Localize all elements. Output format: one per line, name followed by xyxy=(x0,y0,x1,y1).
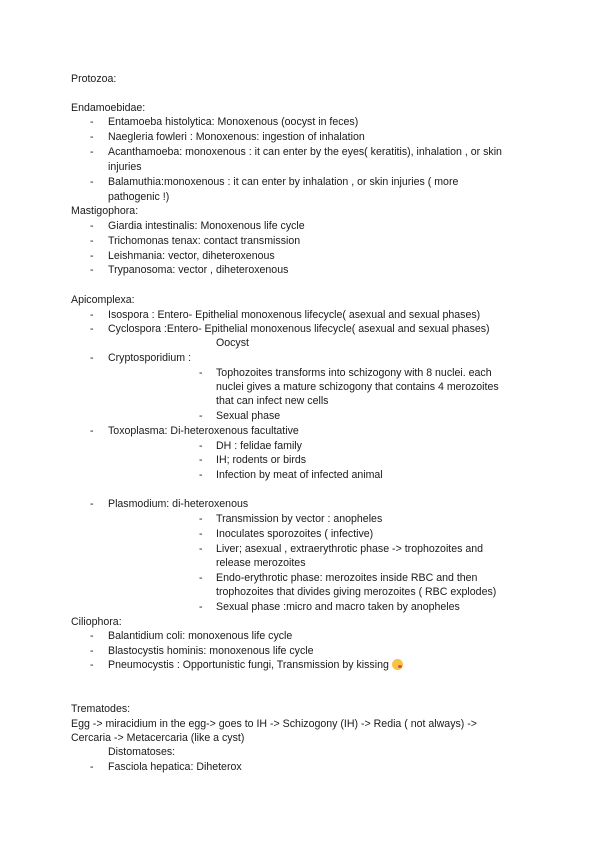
bullet-dash: - xyxy=(90,630,94,642)
list-item: Toxoplasma: Di-heteroxenous facultative xyxy=(108,425,299,437)
bullet-dash: - xyxy=(199,440,203,452)
bullet-dash: - xyxy=(90,146,94,158)
bullet-dash: - xyxy=(199,543,203,555)
bullet-dash: - xyxy=(90,176,94,188)
sub-item-continuation: trophozoites that divides giving merozoites ( RBC explodes) xyxy=(216,586,497,598)
endamoebidae-heading: Endamoebidae: xyxy=(71,102,146,114)
list-item: Leishmania: vector, diheteroxenous xyxy=(108,250,275,262)
list-item-continuation: pathogenic !) xyxy=(108,191,170,203)
bullet-dash: - xyxy=(90,352,94,364)
kissing-face-icon xyxy=(392,659,403,670)
sub-item: Sexual phase xyxy=(216,410,281,422)
list-item: Trypanosoma: vector , diheteroxenous xyxy=(108,264,289,276)
trematodes-heading: Trematodes: xyxy=(71,703,131,715)
bullet-dash: - xyxy=(90,659,94,671)
bullet-dash: - xyxy=(90,761,94,773)
bullet-dash: - xyxy=(199,367,203,379)
list-item: Cryptosporidium : xyxy=(108,352,192,364)
sub-item: Liver; asexual , extraerythrotic phase -> trophozoites and xyxy=(216,543,484,555)
trematodes-lifecycle-line: Egg -> miracidium in the egg-> goes to IH -> Schizogony (IH) -> Redia ( not always) -> xyxy=(71,718,477,730)
bullet-dash: - xyxy=(90,323,94,335)
sub-item: Infection by meat of infected animal xyxy=(216,469,383,481)
list-item: Naegleria fowleri : Monoxenous: ingestion of inhalation xyxy=(108,131,365,143)
distomatoses-heading: Distomatoses: xyxy=(108,746,176,758)
list-item: Trichomonas tenax: contact transmission xyxy=(108,235,301,247)
sub-item: Transmission by vector : anopheles xyxy=(216,513,383,525)
bullet-dash: - xyxy=(90,264,94,276)
list-item: Isospora : Entero- Epithelial monoxenous lifecycle( asexual and sexual phases) xyxy=(108,309,481,321)
sub-item: DH : felidae family xyxy=(216,440,302,452)
bullet-dash: - xyxy=(90,116,94,128)
list-item: Balantidium coli: monoxenous life cycle xyxy=(108,630,293,642)
bullet-dash: - xyxy=(90,220,94,232)
bullet-dash: - xyxy=(90,131,94,143)
pneumocystis-text: Pneumocystis : Opportunistic fungi, Transmission by kissing xyxy=(108,659,389,671)
sub-item: IH; rodents or birds xyxy=(216,454,307,466)
bullet-dash: - xyxy=(90,645,94,657)
list-item xyxy=(108,659,403,672)
sub-item-continuation: release merozoites xyxy=(216,557,306,569)
ciliophora-heading: Ciliophora: xyxy=(71,616,122,628)
bullet-dash: - xyxy=(199,469,203,481)
sub-item: Endo-erythrotic phase: merozoites inside RBC and then xyxy=(216,572,478,584)
bullet-dash: - xyxy=(90,498,94,510)
list-item: Entamoeba histolytica: Monoxenous (oocyst in feces) xyxy=(108,116,359,128)
protozoa-title: Protozoa: xyxy=(71,73,117,85)
list-item: Blastocystis hominis: monoxenous life cycle xyxy=(108,645,314,657)
bullet-dash: - xyxy=(199,410,203,422)
list-item: Balamuthia:monoxenous : it can enter by inhalation , or skin injuries ( more xyxy=(108,176,459,188)
bullet-dash: - xyxy=(199,454,203,466)
list-item: Acanthamoeba: monoxenous : it can enter by the eyes( keratitis), inhalation , or skin xyxy=(108,146,502,158)
bullet-dash: - xyxy=(90,425,94,437)
bullet-dash: - xyxy=(90,309,94,321)
bullet-dash: - xyxy=(199,601,203,613)
bullet-dash: - xyxy=(199,528,203,540)
trematodes-lifecycle-line: Cercaria -> Metacercaria (like a cyst) xyxy=(71,732,245,744)
list-item: Giardia intestinalis: Monoxenous life cycle xyxy=(108,220,305,232)
sub-item: Inoculates sporozoites ( infective) xyxy=(216,528,374,540)
apicomplexa-heading: Apicomplexa: xyxy=(71,294,135,306)
mastigophora-heading: Mastigophora: xyxy=(71,205,139,217)
oocyst-note: Oocyst xyxy=(216,337,249,349)
bullet-dash: - xyxy=(90,235,94,247)
list-item: Cyclospora :Entero- Epithelial monoxenous lifecycle( asexual and sexual phases) xyxy=(108,323,490,335)
sub-item: Tophozoites transforms into schizogony with 8 nuclei. each xyxy=(216,367,492,379)
list-item: Plasmodium: di-heteroxenous xyxy=(108,498,249,510)
bullet-dash: - xyxy=(199,572,203,584)
list-item: Fasciola hepatica: Diheterox xyxy=(108,761,242,773)
sub-item-continuation: that can infect new cells xyxy=(216,395,329,407)
bullet-dash: - xyxy=(199,513,203,525)
sub-item-continuation: nuclei gives a mature schizogony that contains 4 merozoites xyxy=(216,381,499,393)
bullet-dash: - xyxy=(90,250,94,262)
list-item-continuation: injuries xyxy=(108,161,142,173)
sub-item: Sexual phase :micro and macro taken by anopheles xyxy=(216,601,460,613)
